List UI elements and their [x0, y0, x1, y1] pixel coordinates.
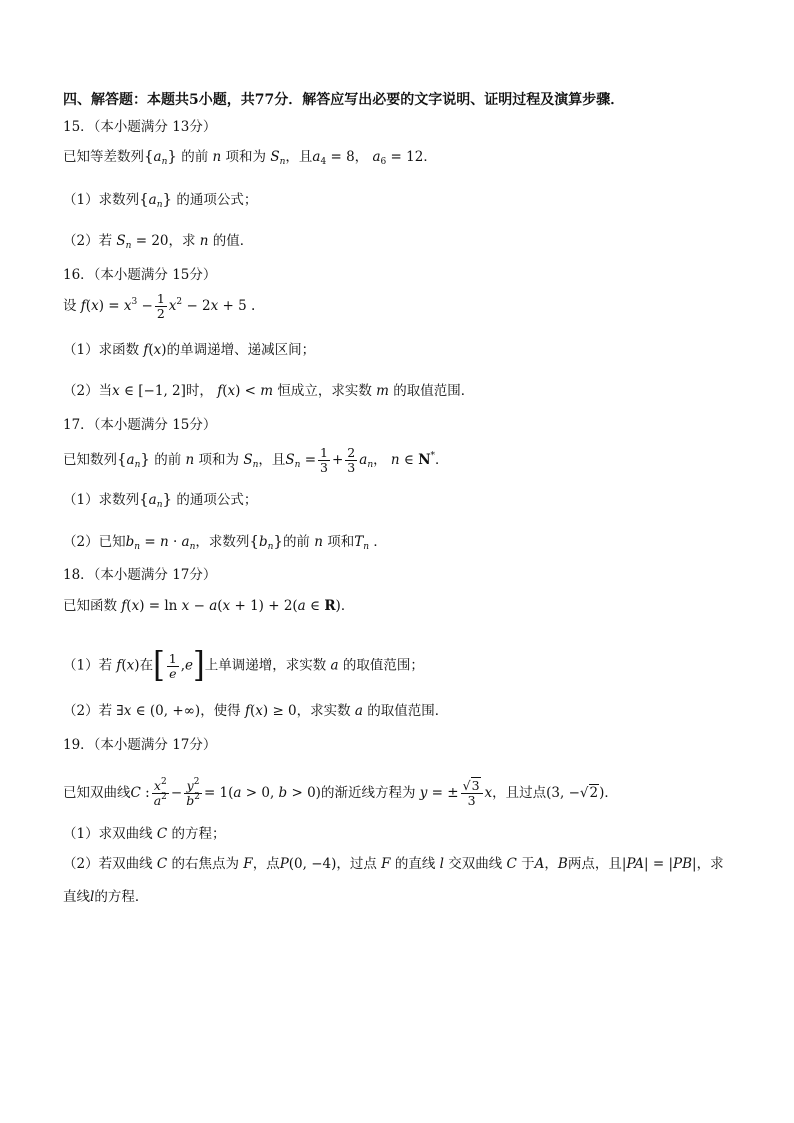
- text: 的通项公式；: [176, 492, 258, 508]
- fraction: $\frac{√3}{3}$: [461, 779, 483, 808]
- problem-16-part-1: （1）求函数 f(x)的单调递增、递减区间；: [63, 342, 316, 358]
- text: ，使得: [200, 703, 241, 719]
- text: 的直线: [394, 856, 436, 872]
- text: ，求: [168, 233, 196, 249]
- text: 的前: [282, 534, 310, 550]
- text: ，: [354, 149, 369, 165]
- text: 已知函数: [63, 598, 117, 614]
- problem-19-part-2-line1: （2）若双曲线 C 的右焦点为 F，点P(0, −4)，过点 F 的直线 l 交双曲线 C 于A，B两点，且|PA| = |PB|，求: [63, 856, 724, 872]
- problem-15-part-1: （1）求数列$\{a_n\}$ 的通项公式；: [63, 190, 258, 210]
- problem-17-stem: 已知数列$\{a_n\}$ 的前 n 项和为 $S_n$，且$S_n$ = $\frac{1}{3}$ + $\frac{2}{3}$ $a_n$， n ∈ N*．: [63, 445, 449, 475]
- text: 的单调递增、递减区间；: [166, 342, 316, 358]
- text: 的渐近线方程为: [320, 785, 416, 801]
- problem-19-part-2-line2: 直线l的方程．: [63, 889, 149, 905]
- text: 若: [98, 703, 113, 719]
- text: 的通项公式；: [176, 192, 258, 208]
- text: ．: [373, 534, 387, 550]
- problem-17-part-2: （2）已知$b_n = n \cdot a_n$，求数列$\{b_n\}$的前 n 项和$T_n$ ．: [63, 532, 387, 552]
- text: 求双曲线: [98, 826, 153, 842]
- text: 交双曲线: [448, 856, 503, 872]
- text: 若: [98, 657, 113, 674]
- problem-16-part-2: （2）当x ∈ [−1, 2]时， f(x) < m 恒成立，求实数 m 的取值范围．: [63, 383, 475, 399]
- part-label: （1）: [63, 192, 99, 208]
- problem-18-stem: 已知函数 f(x) = ln x − a(x + 1) + 2(a ∈ R)．: [63, 598, 355, 614]
- part-label: （2）: [63, 703, 99, 719]
- text: 于: [521, 856, 535, 872]
- problem-18-header: 18．（本小题满分 17分）: [63, 567, 217, 583]
- text: ，求: [696, 856, 724, 872]
- text: 时，: [185, 383, 213, 399]
- problem-15-stem: 已知等差数列$\{a_n\}$ 的前 n 项和为 $S_n$，且$a_4 = 8$， $a_6 = 12$．: [63, 147, 437, 167]
- text: ，且: [285, 149, 313, 165]
- part-label: （2）: [63, 534, 99, 550]
- problem-15-header: 15．（本小题满分 13分）: [63, 119, 217, 135]
- text: ．: [604, 785, 618, 801]
- fraction: $\frac{1}{2}$: [156, 291, 165, 321]
- problem-19-stem: 已知双曲线C : $\frac{x^2}{a^2}$ − $\frac{y^2}{b^2}$ = 1(a > 0, b > 0)的渐近线方程为 y = ± $\frac{√3}{3}$ x，且过点(3, −√2)．: [63, 777, 618, 808]
- text: 的右焦点为: [171, 856, 240, 872]
- text: 项和为: [225, 149, 267, 165]
- problem-17-header: 17．（本小题满分 15分）: [63, 417, 217, 433]
- problem-19-part-1: （1）求双曲线 C 的方程；: [63, 826, 226, 842]
- text: 的值．: [212, 233, 254, 249]
- text: ．: [423, 149, 437, 165]
- text: ，过点: [336, 856, 377, 872]
- text: 的取值范围．: [367, 703, 449, 719]
- text: 已知数列: [63, 452, 117, 468]
- part-label: （1）: [63, 657, 99, 674]
- problem-18-part-1: （1）若 f(x)在[ $\frac{1}{e}$ ,e]上单调递增，求实数 a 的取值范围；: [63, 645, 424, 686]
- text: 当: [98, 383, 113, 399]
- section-title: 四、解答题：本题共5小题，共77分．解答应写出必要的文字说明、证明过程及演算步骤．: [63, 92, 625, 108]
- part-label: （1）: [63, 826, 99, 842]
- fraction: $\frac{y^2}{b^2}$: [186, 777, 200, 808]
- problem-17-part-1: （1）求数列$\{a_n\}$ 的通项公式；: [63, 490, 258, 510]
- text: 的取值范围．: [393, 383, 475, 399]
- text: ，点: [252, 856, 280, 872]
- text: 已知: [98, 534, 126, 550]
- text: 的取值范围；: [342, 657, 424, 674]
- text: 的方程；: [171, 826, 226, 842]
- text: 在: [139, 657, 154, 674]
- part-label: （2）: [63, 856, 99, 872]
- text: 直线: [63, 889, 90, 905]
- text: 项和: [327, 534, 355, 550]
- text: 求数列: [98, 192, 140, 208]
- text: 的方程．: [94, 889, 149, 905]
- text: 上单调递增，求实数: [204, 657, 327, 674]
- problem-16-stem: 设 $f(x) = x^3$ − $\frac{1}{2}$ $x^2 - 2x + 5$ .: [63, 291, 256, 321]
- text: 恒成立，求实数: [277, 383, 372, 399]
- text: 若: [98, 233, 113, 249]
- fraction: $\frac{x^2}{a^2}$: [153, 777, 167, 808]
- problem-19-header: 19．（本小题满分 17分）: [63, 737, 217, 753]
- text: 设: [63, 298, 77, 314]
- text: 求数列: [98, 492, 140, 508]
- text: ，求实数: [296, 703, 351, 719]
- problem-15-part-2: （2）若 $S_n = 20$，求 n 的值．: [63, 233, 254, 251]
- text: 已知双曲线: [63, 785, 131, 801]
- part-label: （2）: [63, 233, 99, 249]
- text: 项和为: [198, 452, 240, 468]
- problem-16-header: 16．（本小题满分 15分）: [63, 267, 217, 283]
- text: 求函数: [98, 342, 140, 358]
- text: ．: [340, 598, 355, 614]
- fraction: $\frac{2}{3}$: [347, 445, 356, 475]
- part-label: （1）: [63, 342, 99, 358]
- text: 两点，且: [567, 856, 622, 872]
- text: 已知等差数列: [63, 149, 144, 165]
- text: 的前: [181, 149, 209, 165]
- text: ，求数列: [195, 534, 250, 550]
- fraction: $\frac{1}{e}$: [168, 650, 177, 681]
- part-label: （1）: [63, 492, 99, 508]
- part-label: （2）: [63, 383, 99, 399]
- text: ．: [435, 452, 449, 468]
- fraction: $\frac{1}{3}$: [320, 445, 328, 475]
- text: 的前: [154, 452, 182, 468]
- text: ，: [373, 452, 387, 468]
- text: 若双曲线: [98, 856, 153, 872]
- text: ，且过点: [492, 785, 547, 801]
- text: ，且: [258, 452, 286, 468]
- text: ，: [544, 856, 558, 872]
- problem-18-part-2: （2）若 ∃x ∈ (0, +∞)，使得 f(x) ≥ 0，求实数 a 的取值范围．: [63, 703, 449, 719]
